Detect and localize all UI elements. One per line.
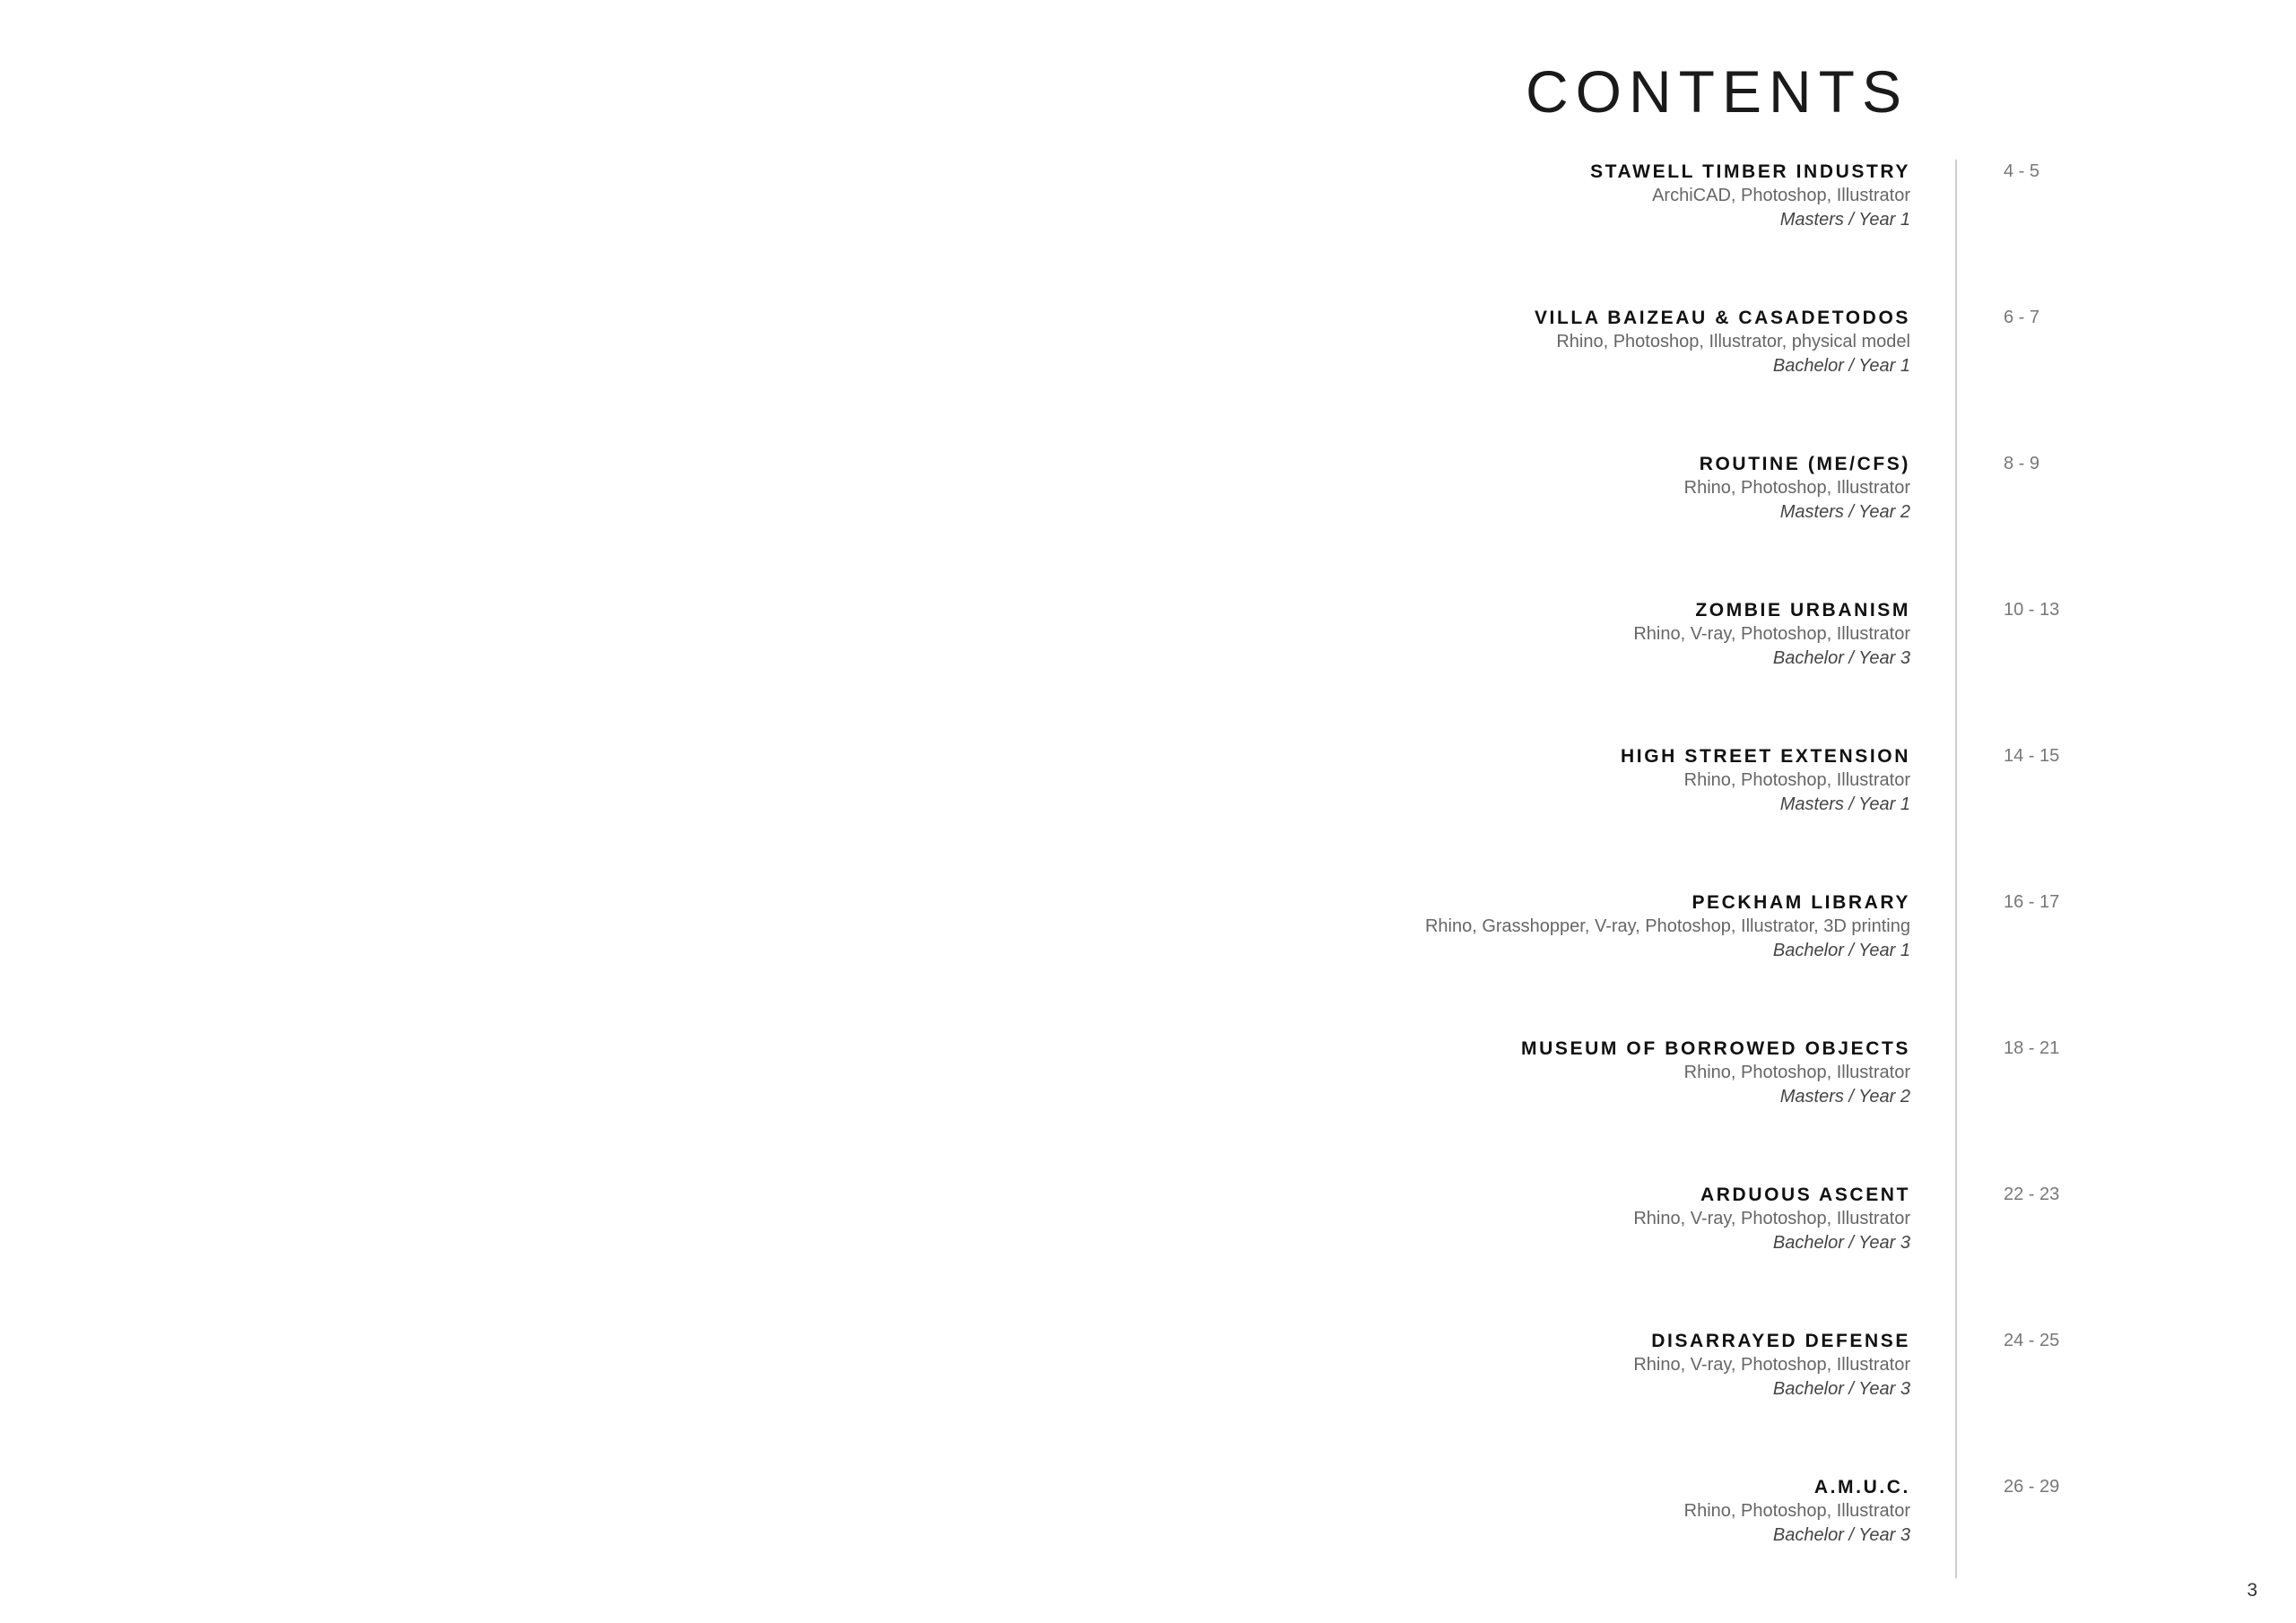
page-number: 3 — [2247, 1580, 2257, 1601]
entry-title: ARDUOUS ASCENT — [1700, 1185, 1910, 1205]
entry-title: VILLA BAIZEAU & CASADETODOS — [1534, 308, 1910, 328]
entry-software: Rhino, Photoshop, Illustrator — [1683, 770, 1910, 790]
column-divider — [1955, 160, 1957, 1578]
entry-pages: 10 - 13 — [2004, 600, 2060, 620]
entry-pages: 16 - 17 — [2004, 892, 2060, 912]
toc-entry-disarrayed-defense[interactable] — [655, 1329, 1910, 1402]
entry-pages: 26 - 29 — [2004, 1477, 2060, 1497]
entry-level: Masters / Year 1 — [1779, 210, 1910, 230]
entry-level: Bachelor / Year 3 — [1772, 648, 1910, 668]
toc-entry-peckham-library[interactable] — [655, 890, 1910, 963]
entry-pages: 6 - 7 — [2004, 308, 2040, 327]
entry-pages: 24 - 25 — [2004, 1331, 2060, 1350]
entry-software: Rhino, Photoshop, Illustrator, physical model — [1556, 332, 1910, 352]
toc-entry-zombie-urbanism[interactable] — [655, 598, 1910, 671]
entry-pages: 4 - 5 — [2004, 161, 2040, 181]
entry-software: Rhino, Photoshop, Illustrator — [1683, 1501, 1910, 1521]
entry-software: Rhino, Photoshop, Illustrator — [1683, 478, 1910, 498]
entry-title: A.M.U.C. — [1813, 1477, 1910, 1497]
entry-level: Bachelor / Year 1 — [1772, 356, 1910, 376]
entry-level: Bachelor / Year 3 — [1772, 1525, 1910, 1545]
entry-software: ArchiCAD, Photoshop, Illustrator — [1652, 186, 1910, 205]
entry-title: MUSEUM OF BORROWED OBJECTS — [1521, 1038, 1910, 1059]
entry-software: Rhino, Grasshopper, V-ray, Photoshop, Illustrator, 3D printing — [1424, 916, 1910, 936]
page-title: CONTENTS — [1526, 58, 1909, 125]
entry-level: Bachelor / Year 3 — [1772, 1233, 1910, 1253]
entry-pages: 18 - 21 — [2004, 1038, 2060, 1058]
entry-pages: 14 - 15 — [2004, 746, 2060, 766]
entry-level: Masters / Year 1 — [1779, 794, 1910, 814]
entry-software: Rhino, Photoshop, Illustrator — [1683, 1063, 1910, 1082]
entry-pages: 8 - 9 — [2004, 454, 2040, 473]
entry-software: Rhino, V-ray, Photoshop, Illustrator — [1633, 1209, 1910, 1228]
toc-entry-amuc[interactable] — [655, 1475, 1910, 1548]
toc-entry-arduous-ascent[interactable] — [655, 1183, 1910, 1255]
entry-level: Masters / Year 2 — [1779, 502, 1910, 522]
toc-entry-villa-baizeau[interactable] — [655, 306, 1910, 378]
toc-entry-museum-of-borrowed-objects[interactable] — [655, 1037, 1910, 1109]
entry-title: ZOMBIE URBANISM — [1695, 600, 1910, 621]
toc-entry-routine[interactable] — [655, 452, 1910, 525]
entry-title: STAWELL TIMBER INDUSTRY — [1590, 161, 1910, 182]
toc-entry-high-street-extension[interactable] — [655, 744, 1910, 817]
entry-title: ROUTINE (ME/CFS) — [1699, 454, 1910, 474]
entry-title: HIGH STREET EXTENSION — [1621, 746, 1910, 767]
entry-level: Masters / Year 2 — [1779, 1087, 1910, 1107]
entry-software: Rhino, V-ray, Photoshop, Illustrator — [1633, 624, 1910, 644]
entry-title: PECKHAM LIBRARY — [1692, 892, 1910, 913]
toc-entry-stawell-timber-industry[interactable] — [655, 160, 1910, 232]
entry-title: DISARRAYED DEFENSE — [1651, 1331, 1910, 1351]
entry-pages: 22 - 23 — [2004, 1185, 2060, 1204]
entry-level: Bachelor / Year 3 — [1772, 1379, 1910, 1399]
entry-software: Rhino, V-ray, Photoshop, Illustrator — [1633, 1355, 1910, 1375]
entry-level: Bachelor / Year 1 — [1772, 941, 1910, 960]
